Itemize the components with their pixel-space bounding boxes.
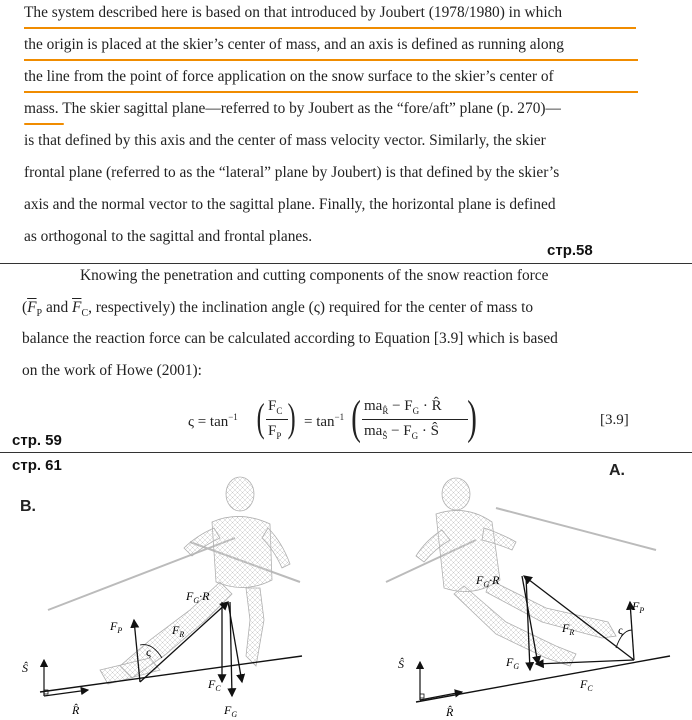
ski-pole [496,508,656,550]
label-fg-r: $F_G\cdot R$ [476,573,500,589]
frac1-den-symbol: F [268,423,277,439]
force-fg-vector [526,576,530,670]
label-fg-r: $F_G\cdot R$ [186,589,210,605]
equation-3-9 [188,392,648,448]
skier-mesh [100,477,290,684]
figure-label-b: B. [20,498,36,515]
frac2-den-sub: Ŝ [382,431,388,441]
paragraph-1-line: axis and the normal vector to the sagittal plane. Finally, the horizontal plane is defined [24,196,556,213]
label-r-axis: R̂ [446,705,454,719]
paragraph-2-line: balance the reaction force can be calculated according to Equation [3.9] which is based [22,330,558,347]
frac2-den-dot: · Ŝ [418,423,439,439]
frac2-num-ma: ma [364,398,383,414]
snow-slope [40,656,302,692]
highlight-underline [24,91,638,93]
highlight-underline [24,27,636,29]
figure-right-skier [346,470,692,720]
paragraph-2 [22,267,642,387]
page-label-61: стр. 61 [12,457,62,474]
highlight-underline [24,123,64,125]
force-fc-subscript: C [81,308,89,320]
equation-equals [304,412,344,431]
paragraph-1-line: the origin is placed at the skier’s center of mass, and an axis is defined as running along [24,36,564,53]
paren-big: ( [256,395,265,440]
label-fg: $F_G$ [506,655,520,671]
frac2-num-sub: R̂ [382,406,389,416]
frac2-den-rest: − F [387,423,412,439]
equation-eq2-text: = tan [304,414,335,430]
force-fgr-vector [522,576,538,664]
frac1-den-sub: P [276,431,282,441]
fraction-1-denominator [268,423,281,441]
frac1-num-sub: C [276,406,283,416]
force-fp-symbol: $\overline{F}$ [27,299,37,316]
paragraph-1-line: frontal plane (referred to as the “lateral” plane by Joubert) is that defined by the skier’s [24,164,560,181]
frac2-num-rest: − F [388,398,413,414]
label-angle: ς [618,623,623,637]
equation-number: [3.9] [600,412,629,428]
highlight-underline [24,59,638,61]
label-fr: $F_R$ [562,621,575,637]
page-label-58: стр.58 [547,242,593,259]
label-s-axis: Ŝ [22,661,28,675]
label-fp: $F_P$ [110,619,123,635]
paragraph-1-line: The system described here is based on that introduced by Joubert (1978/1980) in which [24,4,563,21]
label-fg: $F_G$ [224,703,238,719]
label-r-axis: R̂ [72,703,80,717]
label-fr: $F_R$ [172,623,185,639]
conjunction-and: and [42,299,73,316]
force-fgr-vector [228,602,242,682]
figure-left-skier [0,470,346,720]
force-fc-vector [536,660,634,664]
r-axis-arrow [420,692,462,700]
equation-lhs [188,412,238,431]
skier-mesh [416,478,616,666]
force-fc-symbol: $\overline{F}$ [72,299,82,316]
frac2-den-ma: ma [364,423,383,439]
paren-big: ) [287,395,296,440]
label-fc: $F_C$ [580,677,593,693]
axis-origin [420,694,424,698]
paragraph-2-line-2-text: , respectively) the inclination angle (ς) required for the center of mass to [88,299,534,316]
label-fp: $F_P$ [632,599,645,615]
fraction-1-bar [266,419,288,420]
frac2-den-g: G [411,431,419,441]
fraction-2-numerator [364,398,442,416]
paragraph-1 [24,4,644,254]
figure-label-a: A. [609,462,625,479]
paragraph-1-line: the line from the point of force application on the snow surface to the skier’s center of [24,68,554,85]
fraction-1-numerator [268,398,282,416]
paragraph-2-line: Knowing the penetration and cutting components of the snow reaction force [80,267,549,284]
equation-exponent: −1 [228,412,238,422]
fraction-2-bar [362,419,468,420]
paren-big: ( [351,391,361,444]
divider-rule [0,263,692,264]
equation-lhs-text: ς = tan [188,414,229,430]
equation-exponent-2: −1 [334,412,345,422]
paren-big: ) [467,391,477,444]
paren-open: ( [22,299,28,316]
snow-slope [416,656,670,702]
paragraph-1-line: as orthogonal to the sagittal and frontal planes. [24,228,313,245]
label-angle: ς [146,645,151,659]
frac2-num-dot: · R̂ [419,398,442,414]
paragraph-1-line: mass. The skier sagittal plane—referred to by Joubert as the “fore/aft” plane (p. 270)— [24,100,561,117]
label-s-axis: Ŝ [398,657,404,671]
paragraph-2-line [22,299,533,319]
divider-rule [0,452,692,453]
force-fp-subscript: P [36,308,43,320]
paragraph-2-line: on the work of Howe (2001): [22,362,202,379]
frac2-num-g: G [412,406,420,416]
page-label-59: стр. 59 [12,432,62,449]
paragraph-1-line: is that defined by this axis and the center of mass velocity vector. Similarly, the skier [24,132,546,149]
label-fc: $F_C$ [208,677,221,693]
fraction-2-denominator [364,423,439,441]
frac1-num-symbol: F [268,398,277,414]
